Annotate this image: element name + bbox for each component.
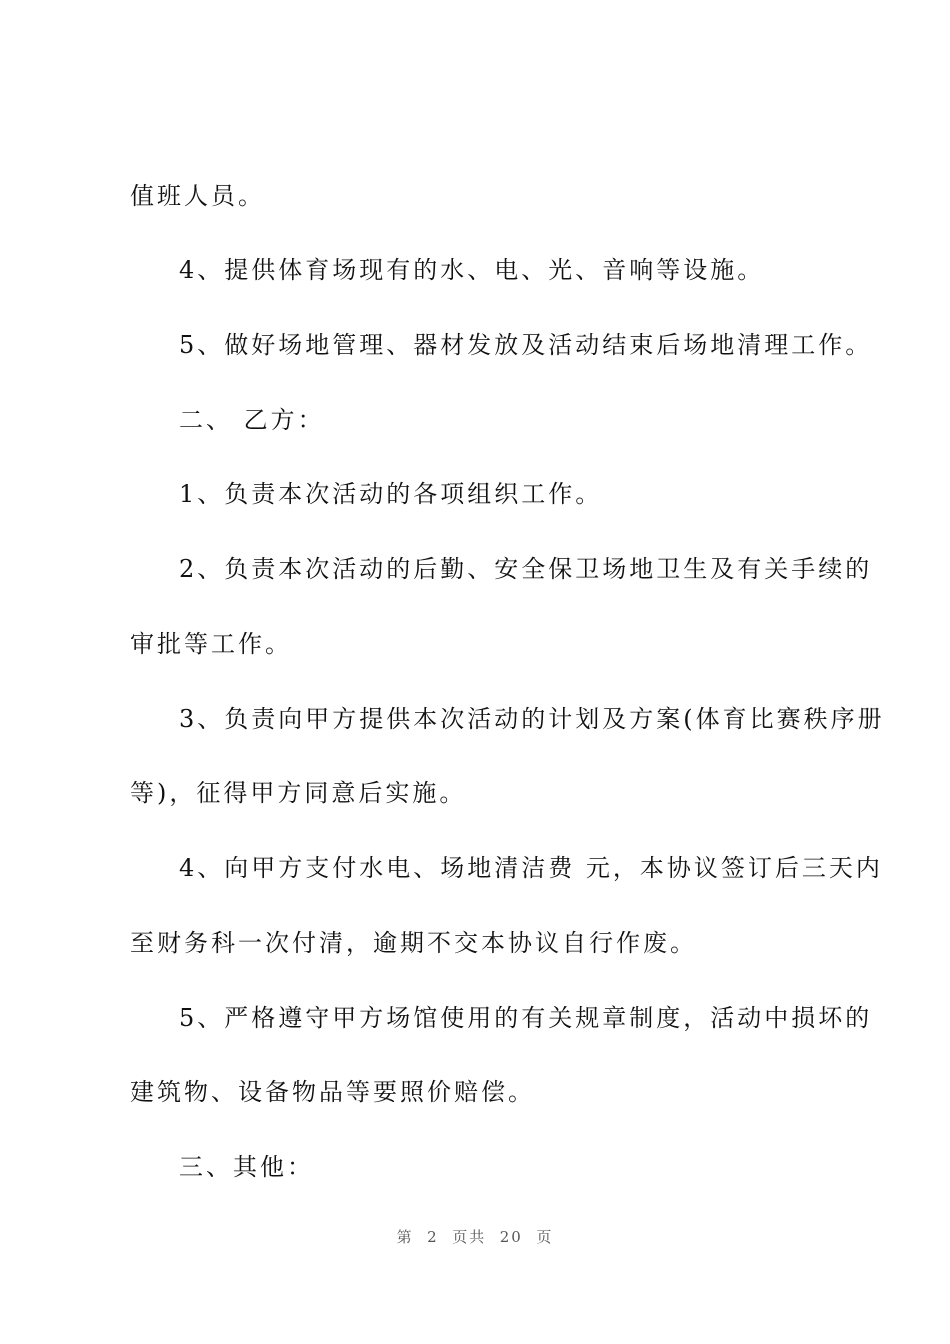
page-number-footer: 第 2 页共 20 页 xyxy=(396,1228,554,1246)
paragraph-line: 3、负责向甲方提供本次活动的计划及方案(体育比赛秩序册 xyxy=(179,705,885,733)
paragraph-line: 4、向甲方支付水电、场地清洁费 元，本协议签订后三天内 xyxy=(179,854,883,882)
paragraph-line: 5、严格遵守甲方场馆使用的有关规章制度，活动中损坏的 xyxy=(179,1004,873,1032)
section-heading: 二、 乙方： xyxy=(179,406,325,434)
paragraph-line: 值班人员。 xyxy=(130,182,265,210)
paragraph-line: 审批等工作。 xyxy=(130,630,292,658)
section-heading: 三、其他： xyxy=(179,1153,314,1181)
paragraph-line: 2、负责本次活动的后勤、安全保卫场地卫生及有关手续的 xyxy=(179,555,873,583)
paragraph-line: 1、负责本次活动的各项组织工作。 xyxy=(179,480,603,508)
paragraph-line: 5、做好场地管理、器材发放及活动结束后场地清理工作。 xyxy=(179,331,873,359)
paragraph-line: 等)，征得甲方同意后实施。 xyxy=(130,779,467,807)
paragraph-line: 至财务科一次付清，逾期不交本协议自行作废。 xyxy=(130,929,697,957)
paragraph-line: 4、提供体育场现有的水、电、光、音响等设施。 xyxy=(179,256,765,284)
paragraph-line: 建筑物、设备物品等要照价赔偿。 xyxy=(130,1078,535,1106)
